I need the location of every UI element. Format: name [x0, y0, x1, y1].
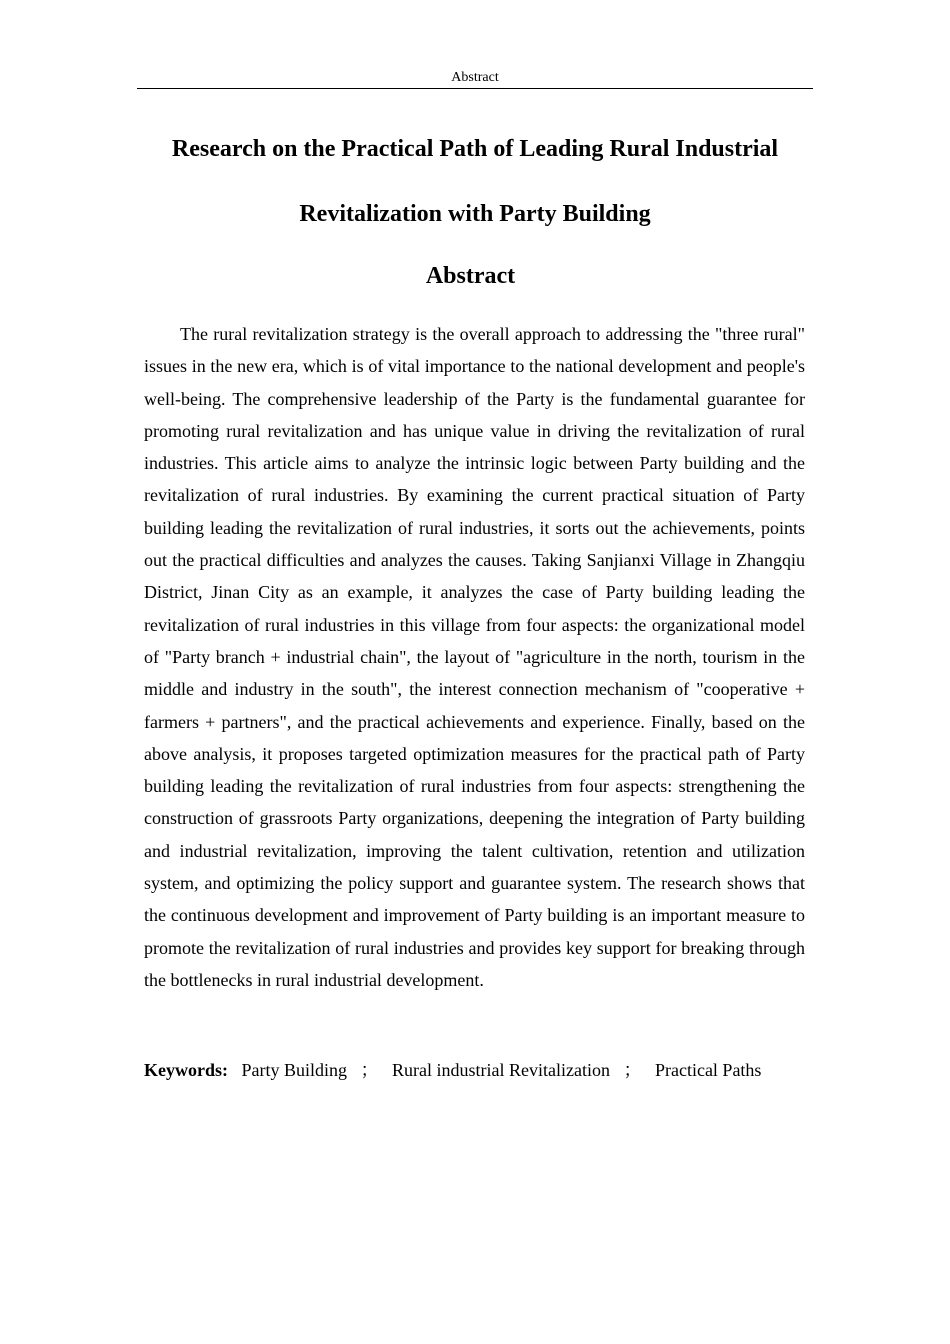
keyword-item: Party Building: [241, 1060, 348, 1080]
paper-title-line-2: Revitalization with Party Building: [299, 201, 651, 227]
paper-title-line-1: Research on the Practical Path of Leading Rural Industrial: [171, 136, 779, 162]
keyword-item: Rural industrial Revitalization: [392, 1060, 610, 1080]
running-header-title: Abstract: [451, 70, 499, 85]
running-header: [137, 69, 813, 89]
keyword-separator: ；: [360, 1060, 379, 1080]
keyword-item: Practical Paths: [654, 1060, 762, 1080]
abstract-body: The rural revitalization strategy is the overall approach to addressing the "three rural" issues in the new era, which is of vital importance to the national development and people's well-being. The comprehensive leadership of the Party is the fundamental guarantee for promoting rural revitalization and has unique value in driving the revitalization of rural industries. This article aims to analyze the intrinsic logic between Party building and the revitalization of rural industries. By examining the current practical situation of Party building leading the revitalization of rural industries, it sorts out the achievements, points out the practical difficulties and analyzes the causes. Taking Sanjianxi Village in Zhangqiu District, Jinan City as an example, it analyzes the case of Party building leading the revitalization of rural industries in this village from four aspects: the organizational model of "Party branch + industrial chain", the layout of "agriculture in the north, tourism in the middle and industry in the south", the interest connection mechanism of "cooperative + farmers + partners", and the practical achievements and experience. Finally, based on the above analysis, it proposes targeted optimization measures for the practical path of Party building leading the revitalization of rural industries from four aspects: strengthening the construction of grassroots Party organizations, deepening the integration of Party building and industrial revitalization, improving the talent cultivation, retention and utilization system, and optimizing the policy support and guarantee system. The research shows that the continuous development and improvement of Party building is an important measure to promote the revitalization of rural industries and provides key support for breaking through the bottlenecks in rural industrial development.: [144, 324, 805, 990]
abstract-heading: Abstract: [425, 263, 516, 289]
keyword-separator: ；: [623, 1060, 642, 1080]
keywords-label: Keywords:: [144, 1060, 228, 1080]
paper-title: [137, 117, 813, 247]
keywords-line: [144, 1054, 805, 1086]
